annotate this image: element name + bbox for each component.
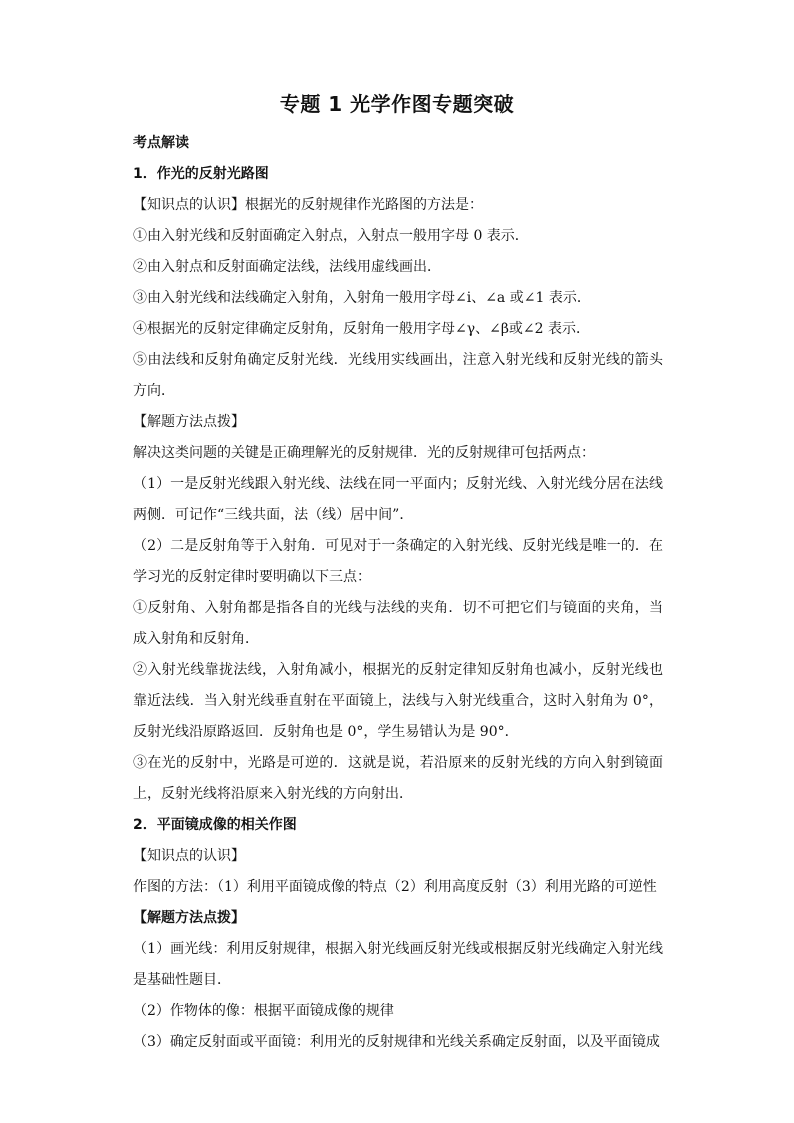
step-2: ②由入射点和反射面确定法线，法线用虚线画出． <box>133 259 441 275</box>
topic-2-item-2: （2）作物体的像：根据平面镜成像的规律 <box>133 1003 394 1019</box>
step-3: ③由入射光线和法线确定入射角，入射角一般用字母∠i、∠a 或∠1 表示． <box>133 290 591 306</box>
document-body <box>133 128 663 1058</box>
topic-2-item-3: （3）确定反射面或平面镜：利用光的反射规律和光线关系确定反射面，以及平面镜成 <box>133 1034 660 1050</box>
section-heading: 考点解读 <box>133 135 189 151</box>
topic-1-method-intro: 解决这类问题的关键是正确理解光的反射规律．光的反射规律可包括两点： <box>133 445 595 461</box>
point-2: （2）二是反射角等于入射角．可见对于一条确定的入射光线、反射光线是唯一的．在学习光的反射定律时要明确以下三点： <box>133 538 663 585</box>
step-5: ⑤由法线和反射角确定反射光线．光线用实线画出，注意入射光线和反射光线的箭头方向． <box>133 352 663 399</box>
document-title: 专题 1 光学作图专题突破 <box>279 92 515 116</box>
point-1: （1）一是反射光线跟入射光线、法线在同一平面内；反射光线、入射光线分居在法线两侧．可记作“三线共面，法（线）居中间”． <box>133 476 663 523</box>
topic-1-knowledge-label: 【知识点的认识】根据光的反射规律作光路图的方法是： <box>133 197 483 213</box>
note-2: ②入射光线靠拢法线，入射角减小，根据光的反射定律知反射角也减小，反射光线也靠近法线．当入射光线垂直射在平面镜上，法线与入射光线重合，这时入射角为 0°，反射光线沿原路返回．反射角也是 0°，学生易错认为是 90°． <box>133 662 663 740</box>
topic-2-item-1: （1）画光线：利用反射规律，根据入射光线画反射光线或根据反射光线确定入射光线是基础性题目． <box>133 941 663 988</box>
topic-2-method-label: 【解题方法点拨】 <box>133 910 245 926</box>
topic-2-knowledge-label: 【知识点的认识】 <box>133 848 245 864</box>
note-1: ①反射角、入射角都是指各自的光线与法线的夹角．切不可把它们与镜面的夹角，当成入射角和反射角． <box>133 600 663 647</box>
topic-1-method-label: 【解题方法点拨】 <box>133 414 245 430</box>
topic-2-heading: 2．平面镜成像的相关作图 <box>133 817 297 833</box>
topic-2-knowledge-text: 作图的方法：（1）利用平面镜成像的特点（2）利用高度反射（3）利用光路的可逆性 <box>133 879 657 895</box>
step-1: ①由入射光线和反射面确定入射点，入射点一般用字母 0 表示． <box>133 228 529 244</box>
step-4: ④根据光的反射定律确定反射角，反射角一般用字母∠γ、∠β或∠2 表示． <box>133 321 591 337</box>
topic-1-heading: 1．作光的反射光路图 <box>133 166 269 182</box>
note-3: ③在光的反射中，光路是可逆的．这就是说，若沿原来的反射光线的方向入射到镜面上，反射光线将沿原来入射光线的方向射出． <box>133 755 663 802</box>
